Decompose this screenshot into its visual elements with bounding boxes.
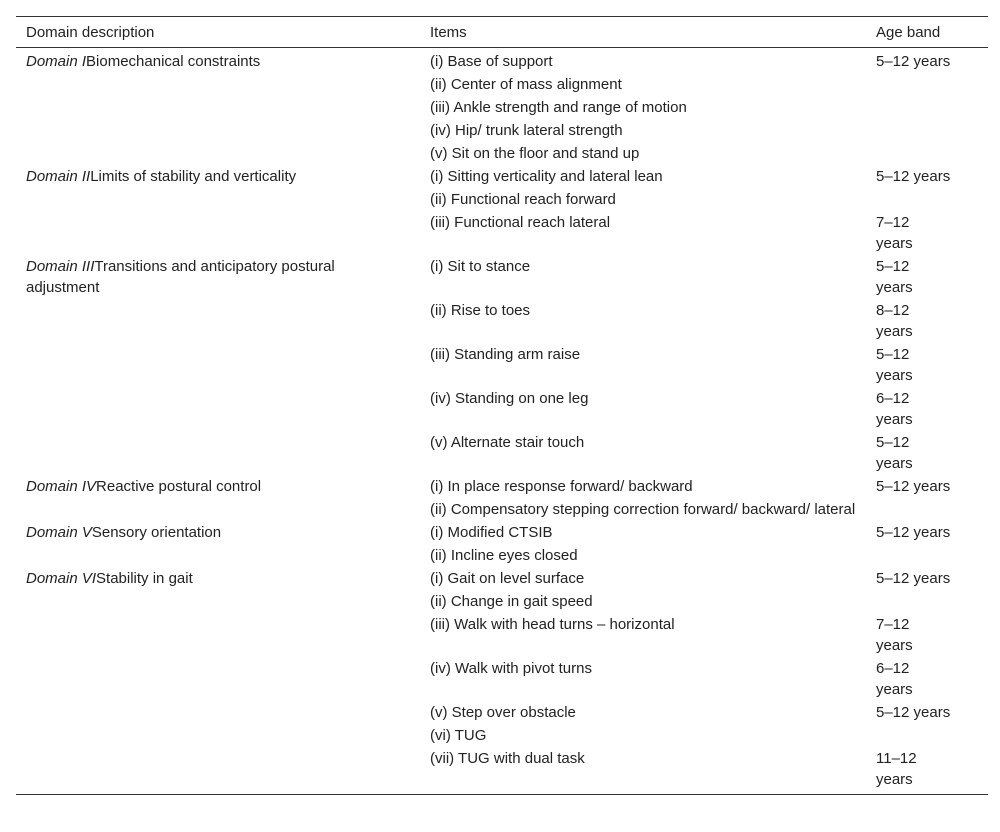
- domain-name: Biomechanical constraints: [86, 53, 261, 70]
- table-row: [16, 211, 988, 255]
- domain-cell: [16, 48, 420, 74]
- item-cell: (ii) Functional reach forward: [430, 191, 616, 208]
- domain-cell: [16, 521, 420, 544]
- age-band-value: 5–12 years: [876, 704, 951, 721]
- domain-name: Sensory orientation: [91, 524, 222, 541]
- domain-number: Domain III: [26, 258, 95, 275]
- domain-cell: [16, 188, 420, 211]
- domain-number: Domain I: [26, 53, 87, 70]
- item-cell: (iii) Standing arm raise: [430, 346, 581, 363]
- table-row: [16, 724, 988, 747]
- domain-name: Stability in gait: [96, 570, 193, 587]
- table-row: [16, 48, 988, 74]
- item-cell: (vii) TUG with dual task: [420, 747, 866, 795]
- item-cell: (vi) TUG: [430, 727, 487, 744]
- domain-cell: [16, 657, 420, 701]
- age-band-value: 8–12 years: [876, 302, 913, 340]
- table-row: [16, 701, 988, 724]
- item-cell: (ii) Center of mass alignment: [430, 76, 622, 93]
- age-band-value: 5–12 years: [876, 478, 951, 495]
- domain-cell: [16, 165, 420, 188]
- table-row: [16, 142, 988, 165]
- domain-name: Reactive postural control: [96, 478, 262, 495]
- item-cell: (v) Alternate stair touch: [430, 434, 585, 451]
- domain-number: Domain II: [26, 168, 91, 185]
- domain-cell: [16, 119, 420, 142]
- age-band-cell: [866, 613, 988, 657]
- age-band-cell: [866, 211, 988, 255]
- age-band-value: 5–12 years: [876, 53, 951, 70]
- item-cell: (ii) Rise to toes: [430, 302, 531, 319]
- item-cell: (iii) Walk with head turns – horizontal: [430, 616, 675, 633]
- age-band-cell: [866, 747, 988, 795]
- table-row: [16, 544, 988, 567]
- age-band-cell: [866, 299, 988, 343]
- age-band-value: 7–12 years: [876, 616, 913, 654]
- domain-number: Domain IV: [26, 478, 97, 495]
- item-cell: (v) Sit on the floor and stand up: [430, 145, 640, 162]
- age-band-cell: [866, 96, 988, 119]
- domain-cell: [16, 142, 420, 165]
- age-band-cell: [866, 343, 988, 387]
- age-band-cell: [866, 188, 988, 211]
- age-band-cell: [866, 657, 988, 701]
- domain-name: Transitions and anticipatory postural adjustment: [26, 258, 335, 296]
- domain-cell: [16, 299, 420, 343]
- item-cell: (i) Modified CTSIB: [430, 524, 553, 541]
- age-band-value: 5–12 years: [876, 570, 951, 587]
- domain-cell: [16, 73, 420, 96]
- domain-cell: [16, 255, 420, 299]
- item-cell: (v) Step over obstacle: [430, 704, 576, 721]
- item-cell: (ii) Incline eyes closed: [430, 547, 578, 564]
- age-band-cell: [866, 498, 988, 521]
- table-row: [16, 498, 988, 521]
- table-row: [16, 387, 988, 431]
- item-cell: (i) Sit to stance: [430, 258, 531, 275]
- domain-name: Limits of stability and verticality: [90, 168, 297, 185]
- age-band-cell: [866, 119, 988, 142]
- domain-cell: [16, 211, 420, 255]
- age-band-cell: [866, 544, 988, 567]
- item-cell: (i) Gait on level surface: [430, 570, 585, 587]
- age-band-cell: [866, 431, 988, 475]
- item-cell: (iv) Hip/ trunk lateral strength: [430, 122, 623, 139]
- domain-cell: [16, 567, 420, 590]
- domain-cell: [16, 613, 420, 657]
- item-cell: (iv) Standing on one leg: [430, 390, 589, 407]
- domain-cell: [16, 701, 420, 724]
- item-cell: (iii) Ankle strength and range of motion: [430, 99, 687, 116]
- table-row: [16, 299, 988, 343]
- age-band-cell: [866, 521, 988, 544]
- table-row: [16, 590, 988, 613]
- domain-cell: [16, 747, 420, 795]
- table-row: [16, 188, 988, 211]
- table-row: [16, 613, 988, 657]
- age-band-value: 5–12 years: [876, 258, 913, 296]
- header-items: Items: [420, 17, 866, 48]
- table-header-row: [16, 17, 988, 48]
- domain-cell: [16, 96, 420, 119]
- domain-number: Domain V: [26, 524, 92, 541]
- age-band-cell: [866, 724, 988, 747]
- table-body: [16, 48, 988, 795]
- domains-table: [16, 16, 988, 795]
- age-band-value: 6–12 years: [876, 660, 913, 698]
- item-cell: (ii) Compensatory stepping correction forward/ backward/ lateral: [430, 501, 856, 518]
- item-cell: (ii) Change in gait speed: [430, 593, 593, 610]
- age-band-value: 5–12 years: [876, 434, 913, 472]
- age-band-value: 7–12 years: [876, 214, 913, 252]
- table-container: [16, 16, 988, 795]
- domain-number: Domain VI: [26, 570, 97, 587]
- table-row: [16, 567, 988, 590]
- domain-cell: [16, 498, 420, 521]
- age-band-cell: [866, 48, 988, 74]
- table-row: [16, 96, 988, 119]
- age-band-cell: [866, 701, 988, 724]
- domain-cell: [16, 343, 420, 387]
- table-row: [16, 475, 988, 498]
- age-band-cell: [866, 387, 988, 431]
- age-band-cell: [866, 73, 988, 96]
- table-row: [16, 119, 988, 142]
- table-row: [16, 657, 988, 701]
- domain-cell: [16, 544, 420, 567]
- age-band-cell: [866, 165, 988, 188]
- age-band-cell: [866, 475, 988, 498]
- item-cell: (i) Base of support: [430, 53, 553, 70]
- table-row: [16, 255, 988, 299]
- age-band-cell: [866, 142, 988, 165]
- age-band-cell: [866, 255, 988, 299]
- item-cell: (i) In place response forward/ backward: [430, 478, 693, 495]
- age-band-value: 6–12 years: [876, 390, 913, 428]
- domain-cell: [16, 724, 420, 747]
- item-cell: (iv) Walk with pivot turns: [430, 660, 592, 677]
- age-band-value: 5–12 years: [876, 524, 951, 541]
- table-row: [16, 747, 988, 795]
- domain-cell: [16, 590, 420, 613]
- header-domain-description: Domain description: [16, 17, 420, 48]
- header-age-band: Age band: [866, 17, 988, 48]
- age-band-value: 5–12 years: [876, 346, 913, 384]
- table-row: [16, 521, 988, 544]
- age-band-value: 11–12 years: [876, 750, 917, 788]
- table-row: [16, 73, 988, 96]
- item-cell: (iii) Functional reach lateral: [430, 214, 611, 231]
- age-band-cell: [866, 567, 988, 590]
- domain-cell: [16, 475, 420, 498]
- table-row: [16, 343, 988, 387]
- domain-cell: [16, 431, 420, 475]
- item-cell: (i) Sitting verticality and lateral lean: [430, 168, 663, 185]
- age-band-cell: [866, 590, 988, 613]
- age-band-value: 5–12 years: [876, 168, 951, 185]
- table-row: [16, 431, 988, 475]
- table-row: [16, 165, 988, 188]
- domain-cell: [16, 387, 420, 431]
